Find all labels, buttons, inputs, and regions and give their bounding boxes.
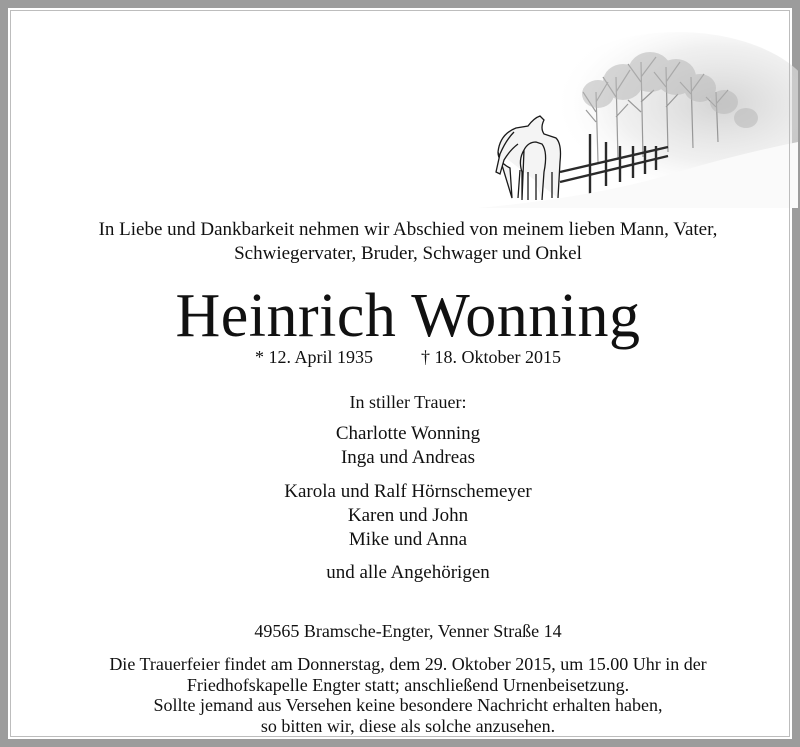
notice-line-1: Die Trauerfeier findet am Donnerstag, dem 29. Oktober 2015, um 15.00 Uhr in der xyxy=(109,654,707,674)
intro-line-1: In Liebe und Dankbarkeit nehmen wir Abschied von meinem lieben Mann, Vater, xyxy=(98,219,718,240)
notice-line-2: Friedhofskapelle Engter statt; anschließend Urnenbeisetzung. xyxy=(186,674,630,695)
family-address: 49565 Bramsche-Engter, Venner Straße 14 xyxy=(254,621,562,641)
mourner-item: und alle Angehörigen xyxy=(326,562,490,583)
mourner-item: Mike und Anna xyxy=(348,529,468,550)
funeral-notice xyxy=(16,654,800,736)
life-dates xyxy=(16,346,800,368)
mourning-heading: In stiller Trauer: xyxy=(349,392,467,412)
mourner-item: Inga und Andreas xyxy=(340,447,476,468)
intro-text xyxy=(16,218,800,266)
notice-line-3: Sollte jemand aus Versehen keine besondere Nachricht erhalten haben, xyxy=(153,695,663,715)
notice-line-4: so bitten wir, diese als solche anzusehen. xyxy=(260,715,556,736)
deceased-name: Heinrich Wonning xyxy=(175,282,641,350)
birth-date: * 12. April 1935 xyxy=(255,347,374,367)
mourner-item: Karen und John xyxy=(347,505,469,526)
mourner-item: Charlotte Wonning xyxy=(335,423,481,444)
winter-horses-illustration xyxy=(478,22,798,208)
death-date: † 18. Oktober 2015 xyxy=(421,347,561,367)
intro-line-2: Schwiegervater, Bruder, Schwager und Onkel xyxy=(234,243,582,264)
mourner-item: Karola und Ralf Hörnschemeyer xyxy=(284,481,532,502)
